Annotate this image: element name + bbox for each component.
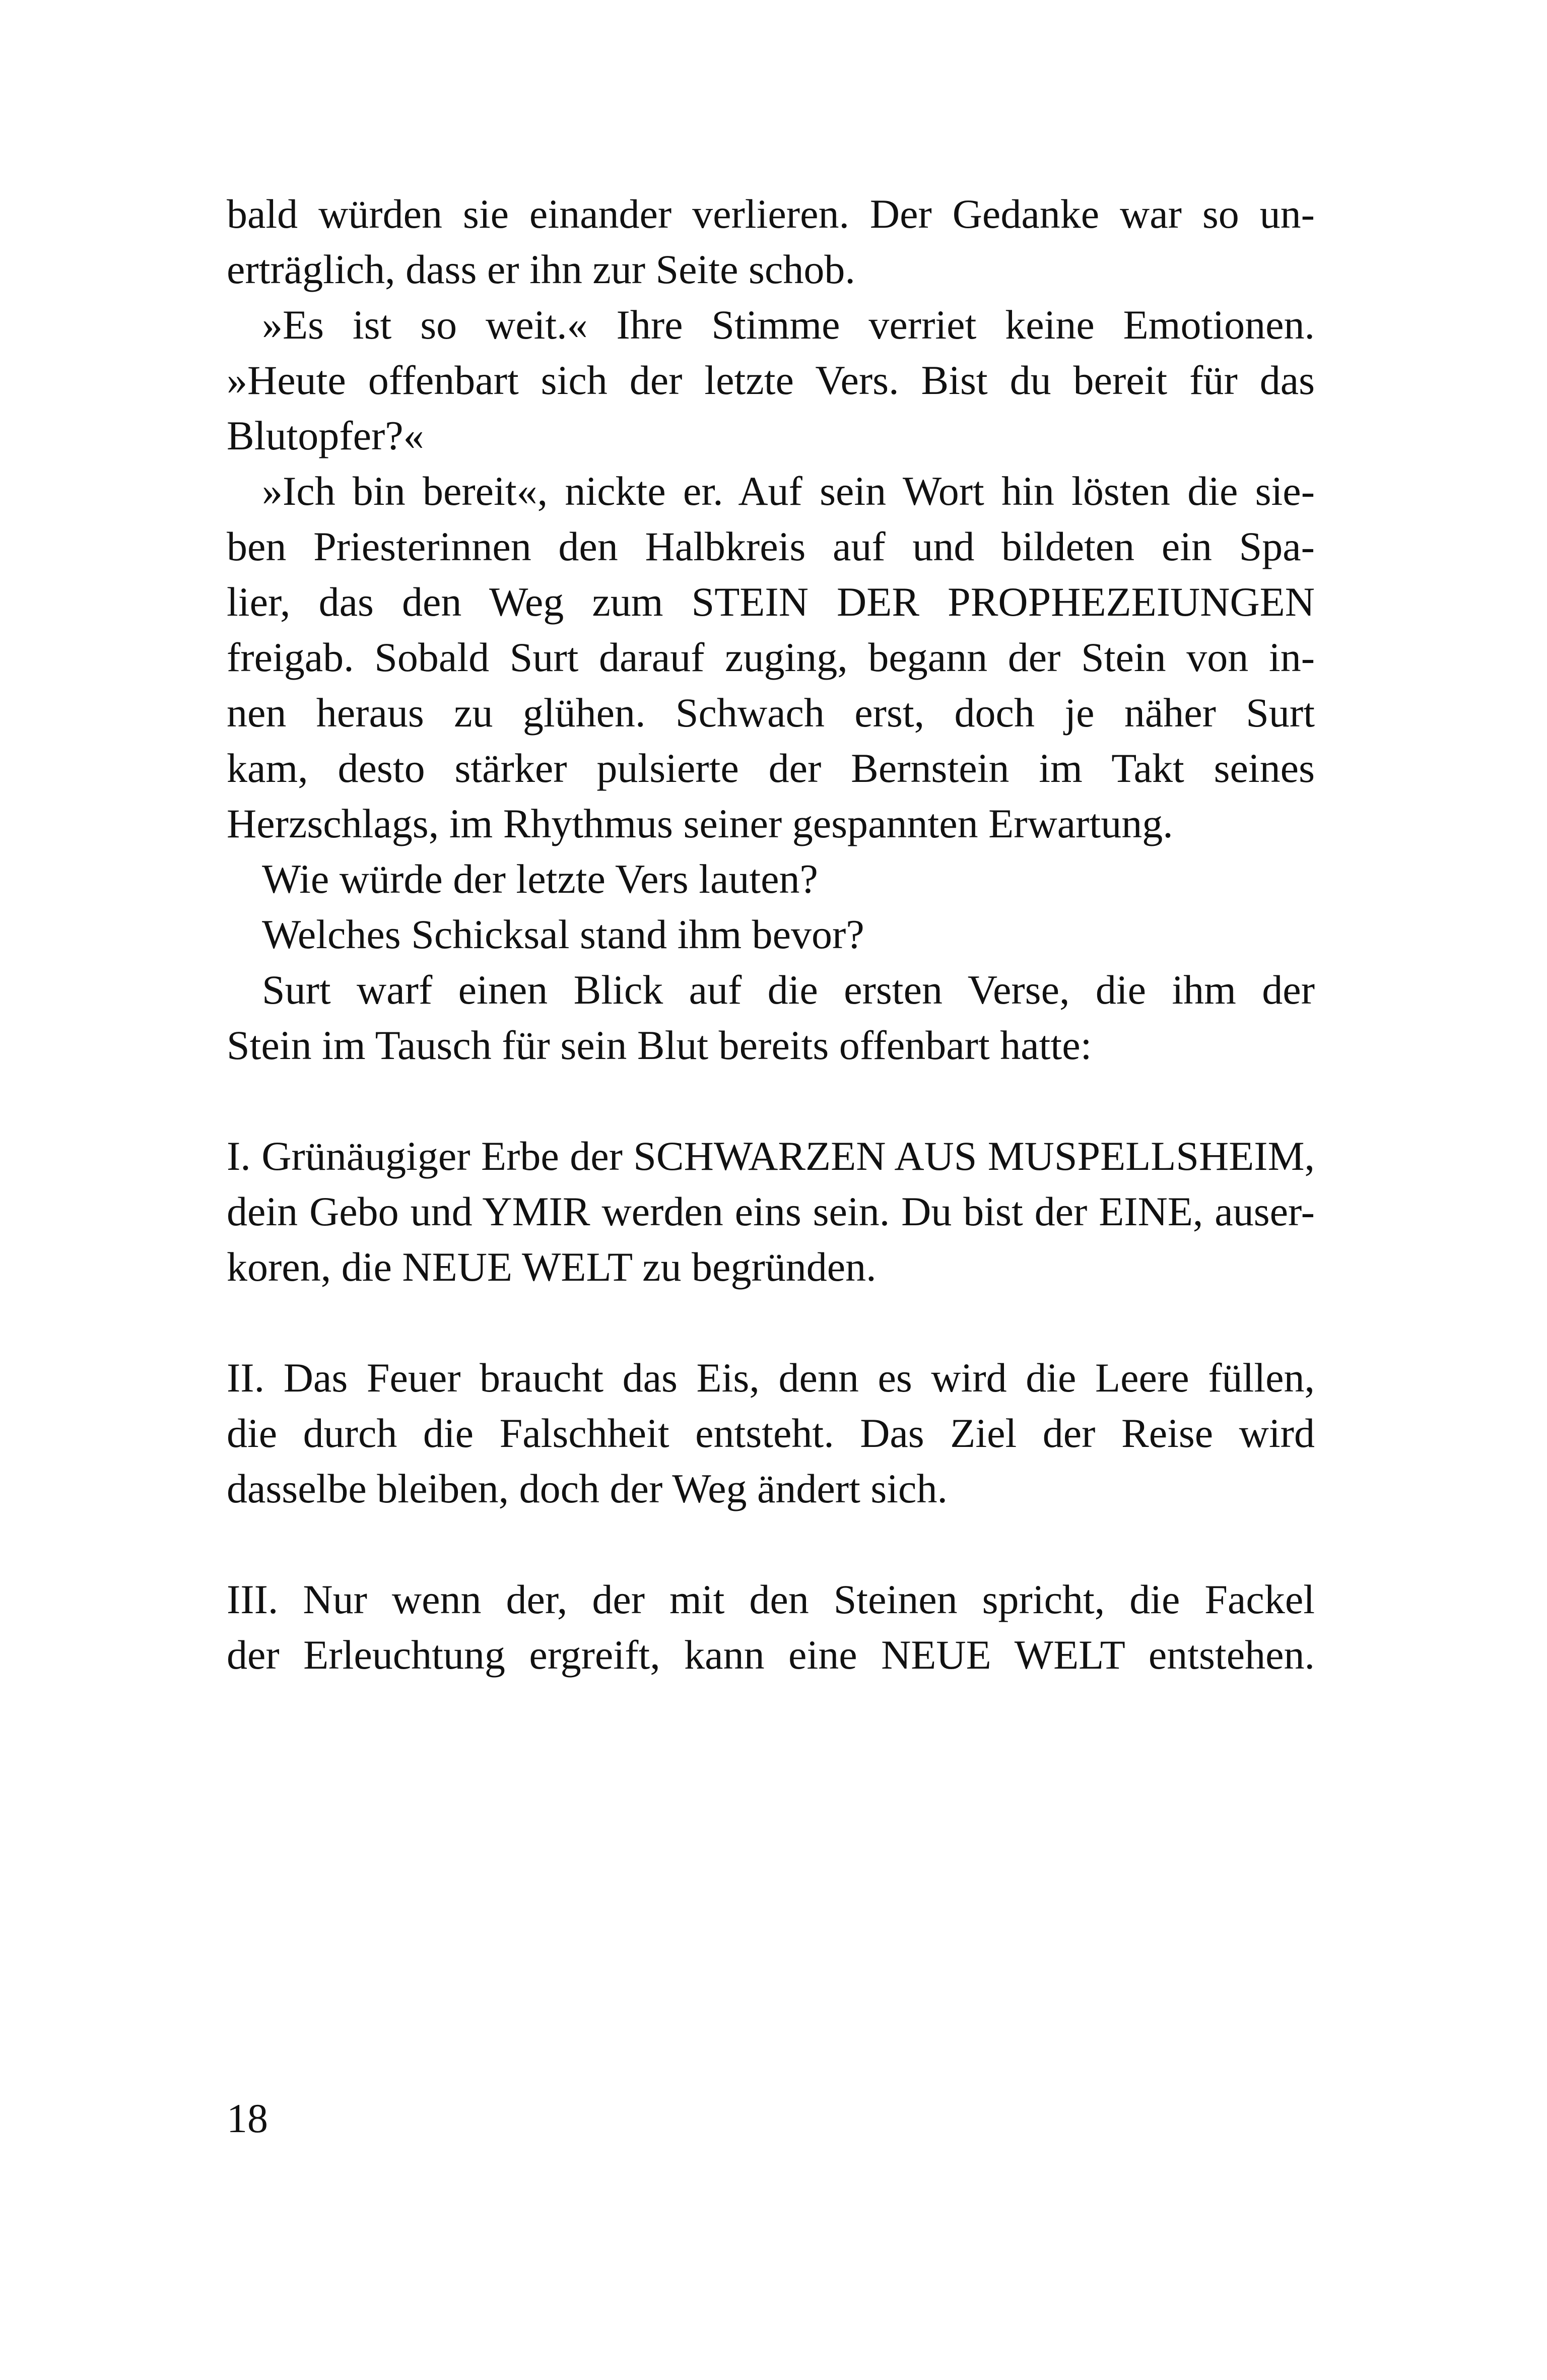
text-line: der Erleuchtung ergreift, kann eine NEUE WELT entstehen. <box>227 1632 1315 1678</box>
text-line: Surt warf einen Blick auf die ersten Verse, die ihm der <box>262 967 1315 1013</box>
text-line: bald würden sie einander verlieren. Der Gedanke war so un- <box>227 191 1315 237</box>
text-line: dein Gebo und YMIR werden eins sein. Du bist der EINE, auser- <box>227 1188 1315 1234</box>
text-line: kam, desto stärker pulsierte der Bernstein im Takt seines <box>227 745 1315 791</box>
text-line: freigab. Sobald Surt darauf zuging, begann der Stein von in- <box>227 634 1315 680</box>
text-line: »Heute offenbart sich der letzte Vers. Bist du bereit für das <box>227 357 1315 403</box>
text-line: koren, die NEUE WELT zu begründen. <box>227 1244 877 1290</box>
paragraph-3 <box>227 464 1315 851</box>
text-line: I. Grünäugiger Erbe der SCHWARZEN AUS MUSPELLSHEIM, <box>227 1133 1315 1179</box>
verse-2 <box>227 1350 1315 1516</box>
text-line: Herzschlags, im Rhythmus seiner gespannten Erwartung. <box>227 801 1173 846</box>
text-line: lier, das den Weg zum STEIN DER PROPHEZEIUNGEN <box>227 579 1315 625</box>
paragraph-4 <box>227 851 1315 907</box>
text-line: dasselbe bleiben, doch der Weg ändert sich. <box>227 1466 948 1511</box>
paragraph-5 <box>227 907 1315 962</box>
text-line: Wie würde der letzte Vers lauten? <box>262 856 818 902</box>
page-number: 18 <box>227 2095 268 2141</box>
paragraph-2 <box>227 297 1315 464</box>
blank-line <box>227 1516 1315 1572</box>
text-line: II. Das Feuer braucht das Eis, denn es wird die Leere füllen, <box>227 1355 1315 1401</box>
text-line: Blutopfer?« <box>227 413 424 458</box>
verse-3 <box>227 1572 1315 1683</box>
text-line: III. Nur wenn der, der mit den Steinen spricht, die Fackel <box>227 1576 1315 1622</box>
text-line: Welches Schicksal stand ihm bevor? <box>262 911 864 957</box>
text-line: die durch die Falschheit entsteht. Das Ziel der Reise wird <box>227 1410 1315 1456</box>
text-line: »Es ist so weit.« Ihre Stimme verriet keine Emotionen. <box>262 302 1315 348</box>
text-line: erträglich, dass er ihn zur Seite schob. <box>227 246 855 292</box>
text-line: nen heraus zu glühen. Schwach erst, doch je näher Surt <box>227 690 1315 736</box>
blank-line <box>227 1073 1315 1129</box>
text-line: »Ich bin bereit«, nickte er. Auf sein Wort hin lösten die sie- <box>262 468 1315 514</box>
paragraph-1 <box>227 186 1315 297</box>
text-line: ben Priesterinnen den Halbkreis auf und bildeten ein Spa- <box>227 523 1315 569</box>
blank-line <box>227 1295 1315 1350</box>
text-line: Stein im Tausch für sein Blut bereits offenbart hatte: <box>227 1022 1092 1068</box>
body-text <box>227 186 1315 1683</box>
paragraph-6 <box>227 962 1315 1073</box>
verse-1 <box>227 1129 1315 1295</box>
